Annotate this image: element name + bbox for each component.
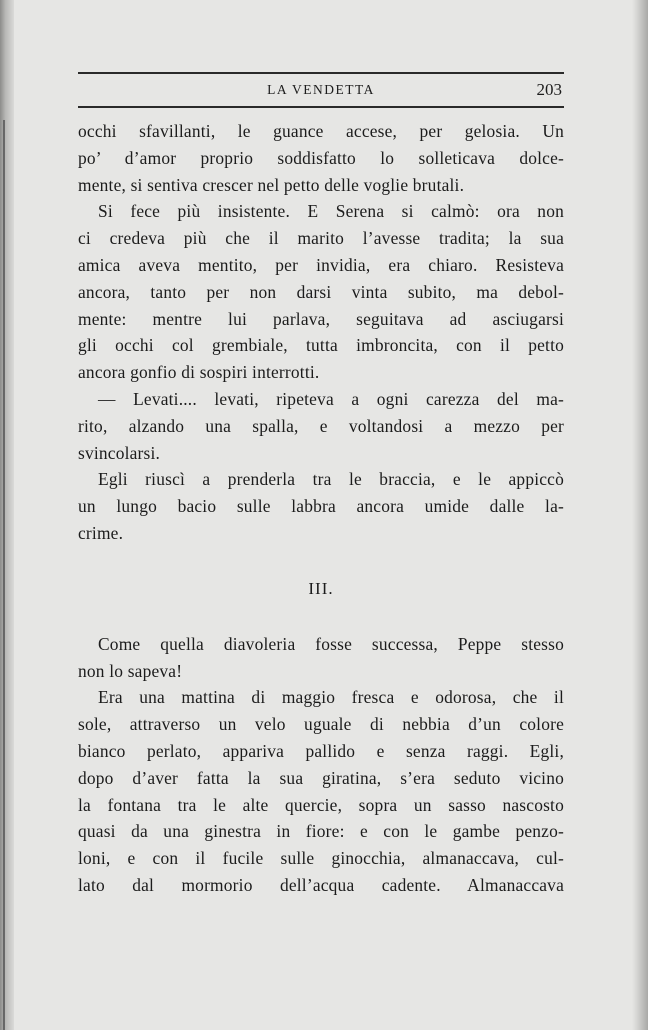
paragraph bbox=[78, 198, 564, 386]
text-line: sole, attraverso un velo uguale di nebbia d’un colore bbox=[78, 714, 564, 735]
running-head-title: LA VENDETTA bbox=[267, 82, 375, 97]
text-line: amica aveva mentito, per invidia, era chiaro. Resisteva bbox=[78, 254, 564, 275]
text-line: — Levati.... levati, ripeteva a ogni carezza del ma- bbox=[98, 388, 564, 409]
running-head bbox=[78, 80, 564, 100]
paragraph bbox=[78, 684, 564, 898]
text-line: occhi sfavillanti, le guance accese, per gelosia. Un bbox=[78, 121, 564, 141]
text-line: Egli riuscì a prenderla tra le braccia, e le appiccò bbox=[98, 469, 564, 490]
text-line: ancora, tanto per non darsi vinta subito, ma debol- bbox=[78, 281, 564, 302]
page-right-shadow bbox=[632, 0, 648, 1030]
text-line: lato dal mormorio dell’acqua cadente. Almanaccava bbox=[78, 874, 564, 895]
text-line: loni, e con il fucile sulle ginocchia, almanaccava, cul- bbox=[78, 848, 564, 869]
body-text bbox=[78, 118, 564, 899]
text-line: po’ d’amor proprio soddisfatto lo solleticava dolce- bbox=[78, 147, 564, 168]
text-line: dopo d’aver fatta la sua giratina, s’era seduto vicino bbox=[78, 767, 564, 788]
text-line: ancora gonfio di sospiri interrotti. bbox=[78, 362, 320, 383]
header-rule-top bbox=[78, 72, 564, 74]
paragraph bbox=[78, 631, 564, 685]
paragraph bbox=[78, 118, 564, 198]
text-line: gli occhi col grembiale, tutta imbroncita, con il petto bbox=[78, 335, 564, 356]
page-edge-line bbox=[3, 120, 5, 1030]
text-line: Era una mattina di maggio fresca e odorosa, che il bbox=[98, 687, 564, 708]
text-line: rito, alzando una spalla, e voltandosi a mezzo per bbox=[78, 415, 564, 436]
text-line: mente: mentre lui parlava, seguitava ad asciugarsi bbox=[78, 308, 564, 329]
paragraph bbox=[78, 386, 564, 466]
text-line: non lo sapeva! bbox=[78, 660, 183, 681]
text-line: mente, si sentiva crescer nel petto delle voglie brutali. bbox=[78, 174, 465, 195]
paragraph bbox=[78, 466, 564, 546]
text-line: Come quella diavoleria fosse successa, Peppe stesso bbox=[98, 633, 564, 654]
text-line: crime. bbox=[78, 522, 124, 543]
text-line: svincolarsi. bbox=[78, 442, 161, 463]
section-heading: III. bbox=[308, 578, 334, 598]
text-line: la fontana tra le alte quercie, sopra un sasso nascosto bbox=[78, 794, 564, 815]
page-number: 203 bbox=[536, 80, 562, 99]
text-line: ci credeva più che il marito l’avesse tradita; la sua bbox=[78, 228, 564, 249]
text-line: quasi da una ginestra in fiore: e con le gambe penzo- bbox=[78, 821, 564, 842]
text-line: un lungo bacio sulle labbra ancora umide dalle la- bbox=[78, 496, 564, 517]
header-rule-bottom bbox=[78, 106, 564, 108]
text-line: bianco perlato, appariva pallido e senza raggi. Egli, bbox=[78, 740, 564, 761]
text-line: Si fece più insistente. E Serena si calmò: ora non bbox=[98, 201, 564, 222]
